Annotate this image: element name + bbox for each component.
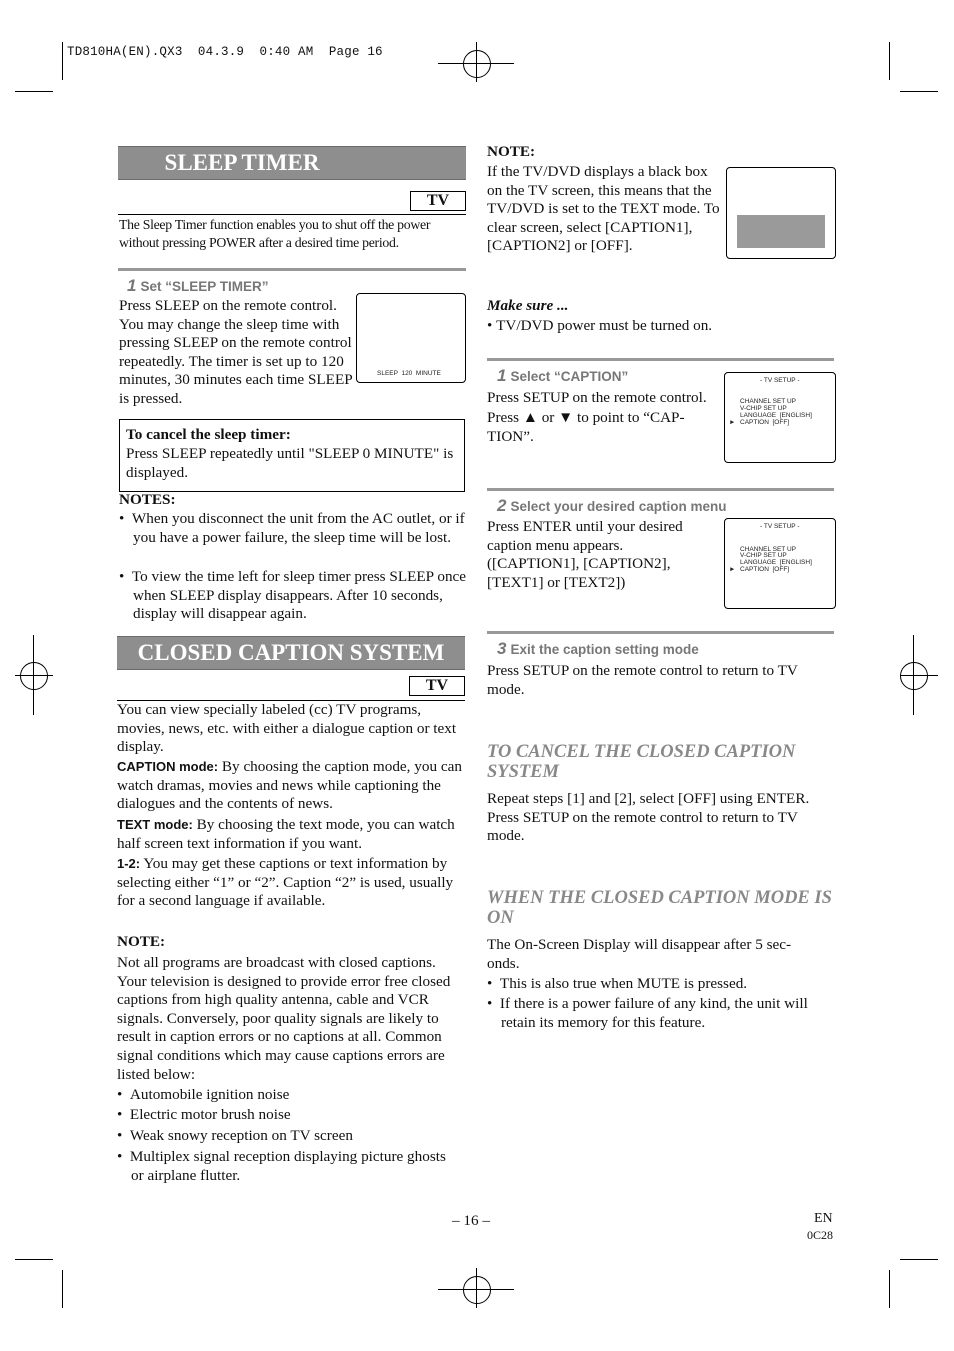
tv-setup-screen-1 xyxy=(724,372,836,463)
cc-title: CLOSED CAPTION SYSTEM xyxy=(137,640,445,665)
cc-step-1-heading xyxy=(497,366,628,386)
cc-cause-item: • Automobile ignition noise xyxy=(117,1086,290,1103)
menu-item: V-CHIP SET UP xyxy=(740,405,787,412)
tv-setup-screen-2 xyxy=(724,518,836,609)
cc-step-2-heading xyxy=(497,496,727,516)
when-cc-on-item: • If there is a power failure of any kind, the unit will retain its memory for this feature. xyxy=(487,995,808,1031)
caption-mode-label: CAPTION mode: xyxy=(117,759,219,774)
cancel-sleep-text: Press SLEEP repeatedly until "SLEEP 0 MINUTE" is displayed. xyxy=(126,445,454,481)
text-mode-desc: TEXT mode: By choosing the text mode, you can watch half screen text information if you want. xyxy=(117,816,455,852)
language-code: EN xyxy=(814,1211,833,1226)
tv-label-box: TV xyxy=(410,191,466,211)
menu-item-caption: CAPTION [OFF] xyxy=(740,566,790,573)
make-sure-item: • TV/DVD power must be turned on. xyxy=(487,317,713,334)
menu-item: LANGUAGE [ENGLISH] xyxy=(740,559,812,566)
file-header: TD810HA(EN).QX3 04.3.9 0:40 AM Page 16 xyxy=(67,45,383,59)
step-title: Select your desired caption menu xyxy=(510,499,727,514)
cc-cause-item: • Multiplex signal reception displaying picture ghosts or airplane flutter. xyxy=(117,1148,446,1184)
when-cc-on-item: • This is also true when MUTE is pressed. xyxy=(487,975,748,992)
step-title: Set “SLEEP TIMER” xyxy=(140,279,269,294)
one-two-label: 1-2: xyxy=(117,856,141,871)
cancel-sleep-box xyxy=(119,419,465,492)
divider xyxy=(487,358,834,361)
crop-mark xyxy=(15,1259,53,1260)
text-mode-box xyxy=(737,215,825,248)
sleep-step-1-heading xyxy=(127,276,269,296)
sleep-osd-screen xyxy=(356,293,466,383)
sleep-timer-title: SLEEP TIMER xyxy=(164,150,320,175)
divider xyxy=(487,488,834,491)
sleep-note-item: • When you disconnect the unit from the AC outlet, or if you have a power failure, the sleep time will be lost. xyxy=(119,510,465,546)
crop-mark xyxy=(900,1259,938,1260)
cancel-cc-text: Repeat steps [1] and [2], select [OFF] using ENTER. Press SETUP on the remote control to return to TV mode. xyxy=(487,790,810,845)
divider xyxy=(487,631,834,634)
cancel-sleep-title: To cancel the sleep timer: xyxy=(126,426,291,443)
step-number: 1 xyxy=(497,366,507,385)
step-title: Exit the caption setting mode xyxy=(510,642,699,657)
sleep-step-1-text: Press SLEEP on the remote control. You may change the sleep time with pressing SLEEP on the remote control repeatedly. The timer is set up to 120 minutes, 30 minutes each time SLEEP is pressed. xyxy=(119,297,353,407)
divider xyxy=(118,214,466,215)
menu-item: V-CHIP SET UP xyxy=(740,552,787,559)
cancel-cc-heading: TO CANCEL THE CLOSED CAPTION SYSTEM xyxy=(487,742,796,782)
step-title: Select “CAPTION” xyxy=(510,369,629,384)
sleep-note-item: • To view the time left for sleep timer press SLEEP once when SLEEP display disappears. After 10 seconds, display will disappear again. xyxy=(119,568,467,623)
menu-item: LANGUAGE [ENGLISH] xyxy=(740,412,812,419)
right-note-text: If the TV/DVD displays a black box on the TV screen, this means that the TV/DVD is set to the TEXT mode. To clear screen, select [CAPTION1], [CAPTION2] or [OFF]. xyxy=(487,163,720,255)
divider xyxy=(118,268,466,271)
cc-step-2-text: Press ENTER until your desired caption menu appears. ([CAPTION1], [CAPTION2], [TEXT1] or [TEXT2]) xyxy=(487,518,683,591)
menu-cursor: ► xyxy=(729,419,736,426)
sleep-timer-banner xyxy=(118,146,466,180)
crop-mark xyxy=(900,91,938,92)
crop-mark xyxy=(889,42,890,80)
menu-title: - TV SETUP - xyxy=(760,523,800,530)
text-mode-label: TEXT mode: xyxy=(117,817,193,832)
crop-mark xyxy=(889,1270,890,1308)
cc-cause-item: • Electric motor brush noise xyxy=(117,1106,291,1123)
crop-mark xyxy=(62,42,63,80)
crop-mark xyxy=(15,91,53,92)
menu-cursor: ► xyxy=(729,566,736,573)
right-note-title: NOTE: xyxy=(487,143,536,160)
cc-banner xyxy=(117,636,465,670)
step-number: 3 xyxy=(497,639,507,658)
page-number: – 16 – xyxy=(452,1212,490,1229)
tv-label-box: TV xyxy=(409,676,465,696)
cc-note-text: Not all programs are broadcast with closed captions. Your television is designed to provide error free closed captions from high quality antenna, cable and VCR signals. Conversely, poor quality signals are likely to result in caption errors or no captions at all. Common signal conditions which may cause captions errors are listed below: xyxy=(117,954,451,1083)
cc-intro: You can view specially labeled (cc) TV programs, movies, news, etc. with either a dialogue caption or text display. xyxy=(117,701,457,756)
menu-item-caption: CAPTION [OFF] xyxy=(740,419,790,426)
make-sure-title: Make sure ... xyxy=(487,297,569,314)
when-cc-on-heading: WHEN THE CLOSED CAPTION MODE IS ON xyxy=(487,888,832,928)
when-cc-on-text: The On-Screen Display will disappear after 5 sec-onds. xyxy=(487,936,792,972)
cc-step-3-heading xyxy=(497,639,699,659)
menu-item: CHANNEL SET UP xyxy=(740,398,796,405)
doc-code: 0C28 xyxy=(807,1228,834,1242)
crop-mark xyxy=(62,1270,63,1308)
step-number: 2 xyxy=(497,496,507,515)
menu-item: CHANNEL SET UP xyxy=(740,546,796,553)
step-number: 1 xyxy=(127,276,137,295)
cc-step-1-text-b: Press ▲ or ▼ to point to “CAP-TION”. xyxy=(487,409,685,445)
cc-cause-item: • Weak snowy reception on TV screen xyxy=(117,1127,353,1144)
sleep-notes-title: NOTES: xyxy=(119,491,176,508)
menu-title: - TV SETUP - xyxy=(760,377,800,384)
black-box-screen xyxy=(726,167,836,259)
caption-mode-desc: CAPTION mode: By choosing the caption mode, you can watch dramas, movies and news while captioning the dialogues and the contents of news. xyxy=(117,758,462,813)
sleep-osd-text: SLEEP 120 MINUTE xyxy=(377,370,441,377)
cc-step-1-text-a: Press SETUP on the remote control. xyxy=(487,389,707,406)
one-two-desc: 1-2: You may get these captions or text information by selecting either “1” or “2”. Caption “2” is used, usually for a second language if available. xyxy=(117,855,454,910)
cc-note-title: NOTE: xyxy=(117,933,166,950)
cc-step-3-text: Press SETUP on the remote control to return to TV mode. xyxy=(487,662,798,698)
sleep-intro: The Sleep Timer function enables you to shut off the power without pressing POWER after a desired time period. xyxy=(119,217,431,251)
